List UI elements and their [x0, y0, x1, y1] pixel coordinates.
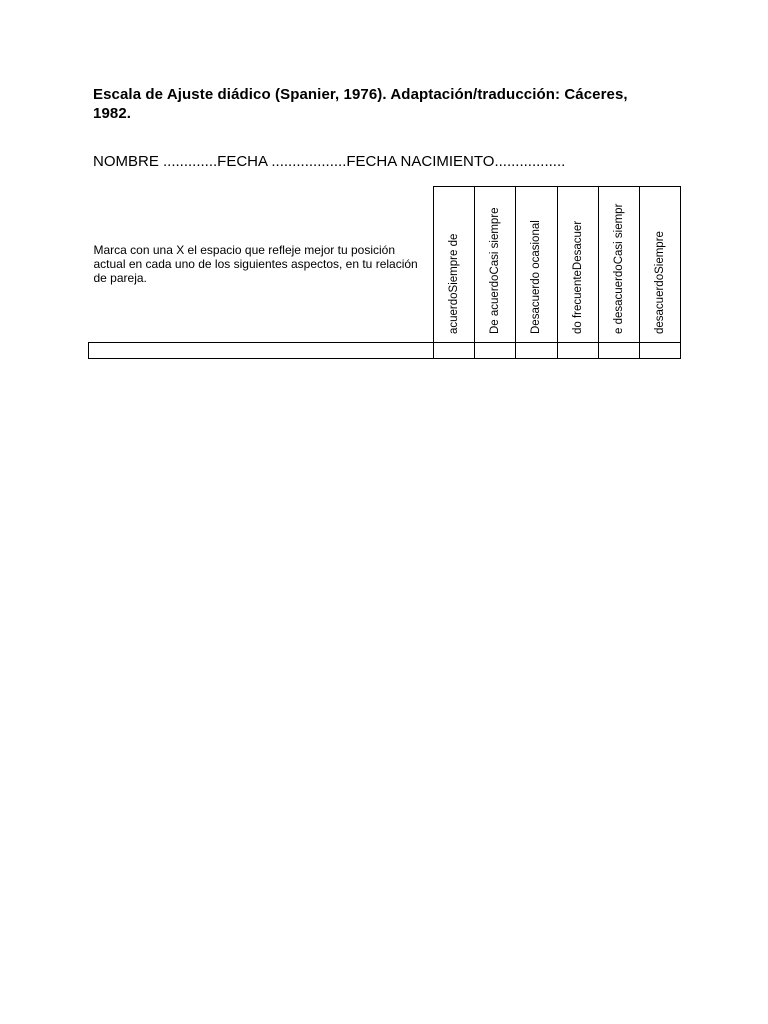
header-fields-line: NOMBRE .............FECHA ..................FECHA NACIMIENTO.................	[93, 153, 566, 170]
answer-cell[interactable]	[434, 343, 475, 359]
answer-cell[interactable]	[598, 343, 639, 359]
answer-cell[interactable]	[516, 343, 557, 359]
option-header-5	[598, 187, 639, 343]
option-header-2	[475, 187, 516, 343]
table-header-row	[89, 187, 681, 343]
answer-cell[interactable]	[557, 343, 598, 359]
option-label: desacuerdoSiempre	[653, 231, 666, 334]
option-header-1	[434, 187, 475, 343]
table-row	[89, 343, 681, 359]
answer-cell[interactable]	[475, 343, 516, 359]
scale-table	[88, 186, 681, 359]
instructions-text: Marca con una X el espacio que refleje mejor tu posición actual en cada uno de los siguientes aspectos, en tu relación de pareja.	[93, 243, 418, 286]
option-label: e desacuerdoCasi siempr	[612, 203, 625, 334]
option-label: do frecuenteDesacuer	[571, 220, 584, 334]
item-cell	[89, 343, 434, 359]
option-label: acuerdoSiempre de	[448, 233, 461, 334]
option-label: Desacuerdo ocasional	[530, 220, 543, 334]
option-header-4	[557, 187, 598, 343]
document-title: Escala de Ajuste diádico (Spanier, 1976). Adaptación/traducción: Cáceres, 1982.	[93, 86, 628, 122]
instructions-cell	[89, 187, 434, 343]
option-label: De acuerdoCasi siempre	[489, 207, 502, 334]
option-header-3	[516, 187, 557, 343]
answer-cell[interactable]	[639, 343, 680, 359]
option-header-6	[639, 187, 680, 343]
